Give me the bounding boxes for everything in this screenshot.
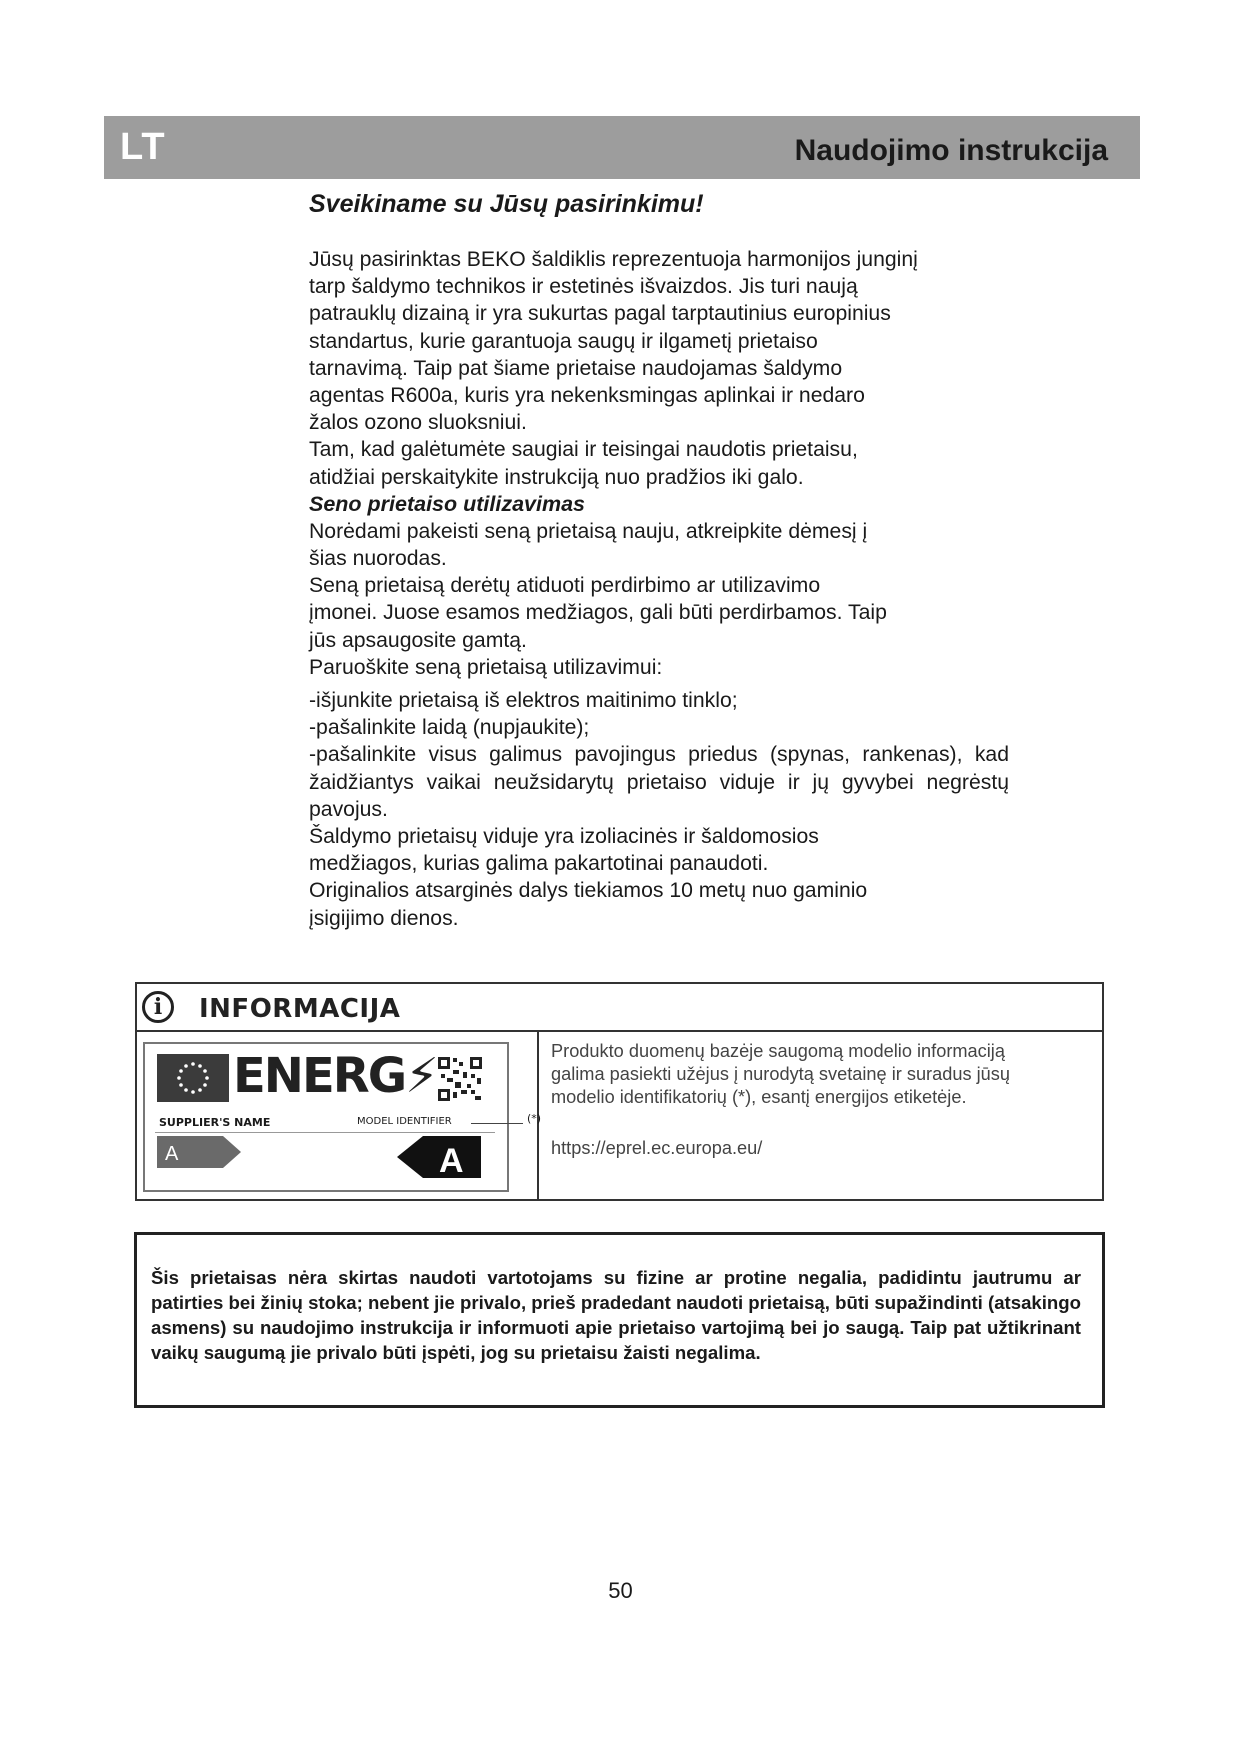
intro-paragraph: Jūsų pasirinktas BEKO šaldiklis reprezentuoja harmonijos junginį tarp šaldymo technikos ir estetinės išvaizdos. Jis turi naują patrauklų dizainą ir yra sukurtas pagal tarptautinius europinius standartus, kurie garantuoja saugų ir ilgametį prietaiso tarnavimą. Taip pat šiame prietaise naudojamas šaldymo agentas R600a, kuris yra nekenksmingas aplinkai ir nedaro žalos ozono sluoksniui. Tam, kad galėtumėte saugiai ir teisingai naudotis prietaisu, atidžiai perskaitykite instrukciją nuo pradžios iki galo. — [309, 248, 918, 489]
qr-code-icon — [437, 1056, 483, 1102]
manual-title: Naudojimo instrukcija — [794, 134, 1108, 167]
language-code: LT — [120, 126, 166, 168]
list-item: -pašalinkite visus galimus pavojingus priedus (spynas, rankenas), kad žaidžiantys vaikai neužsidarytų prietaiso viduje ir jų gyvybei negrėstų pavojus. — [309, 743, 1009, 821]
welcome-heading: Sveikiname su Jūsų pasirinkimu! — [309, 190, 704, 218]
list-item: -išjunkite prietaisą iš elektros maitinimo tinklo; — [309, 689, 738, 713]
info-box — [135, 982, 1104, 1201]
arrow-right-icon — [471, 1123, 523, 1124]
main-content — [309, 188, 1009, 932]
svg-text:A: A — [439, 1142, 464, 1178]
eu-flag-icon — [157, 1054, 229, 1102]
eprel-link[interactable]: https://eprel.ec.europa.eu/ — [551, 1138, 763, 1158]
info-icon: i — [142, 991, 174, 1023]
energy-word: ENERG⚡ — [233, 1048, 437, 1104]
energy-label — [143, 1042, 542, 1192]
supplier-name-label: SUPPLIER'S NAME — [159, 1116, 271, 1129]
info-title: INFORMACIJA — [199, 994, 401, 1024]
model-identifier-label: MODEL IDENTIFIER — [357, 1116, 452, 1127]
closing-paragraph: Šaldymo prietaisų viduje yra izoliacinės ir šaldomosios medžiagos, kurias galima pakartotinai panaudoti. Originalios atsarginės dalys tiekiamos 10 metų nuo gaminio įsigijimo dienos. — [309, 825, 868, 930]
energy-class-small — [157, 1136, 241, 1168]
header-bar — [104, 116, 1140, 179]
disposal-heading: Seno prietaiso utilizavimas — [309, 491, 586, 516]
disposal-steps — [309, 687, 1009, 823]
info-description: Produkto duomenų bazėje saugomą modelio informaciją galima pasiekti užėjus į nurodytą svetainę ir suradus jūsų modelio identifikatorių (*), esantį energijos etiketėje. — [551, 1041, 1010, 1107]
warning-text: Šis prietaisas nėra skirtas naudoti vartotojams su fizine ar protine negalia, padidintu jautrumu ar patirties bei žinių stoka; nebent jie privalo, prieš pradedant naudoti prietaisą, būti supažindinti (atsakingo asmens) su naudojimo instrukcija ir informuoti apie prietaiso vartojimą bei jo saugą. Taip pat užtikrinant vaikų saugumą jie privalo būti įspėti, jog su prietaisu žaisti negalima. — [151, 1267, 1081, 1363]
lightning-icon: ⚡ — [405, 1048, 437, 1104]
list-item: -pašalinkite laidą (nupjaukite); — [309, 716, 590, 740]
disposal-paragraph: Norėdami pakeisti seną prietaisą nauju, atkreipkite dėmesį į šias nuorodas. Seną prietaisą derėtų atiduoti perdirbimo ar utilizavimo įmonei. Juose esamos medžiagos, gali būti perdirbamos. Taip jūs apsaugosite gamtą. Paruoškite seną prietaisą utilizavimui: — [309, 519, 887, 679]
energy-class-big — [397, 1136, 481, 1178]
warning-box — [134, 1232, 1105, 1408]
model-marker: (*) — [527, 1112, 542, 1125]
page-number: 50 — [608, 1578, 633, 1603]
svg-text:A: A — [165, 1143, 179, 1165]
divider — [155, 1132, 495, 1133]
info-header — [137, 984, 1102, 1032]
